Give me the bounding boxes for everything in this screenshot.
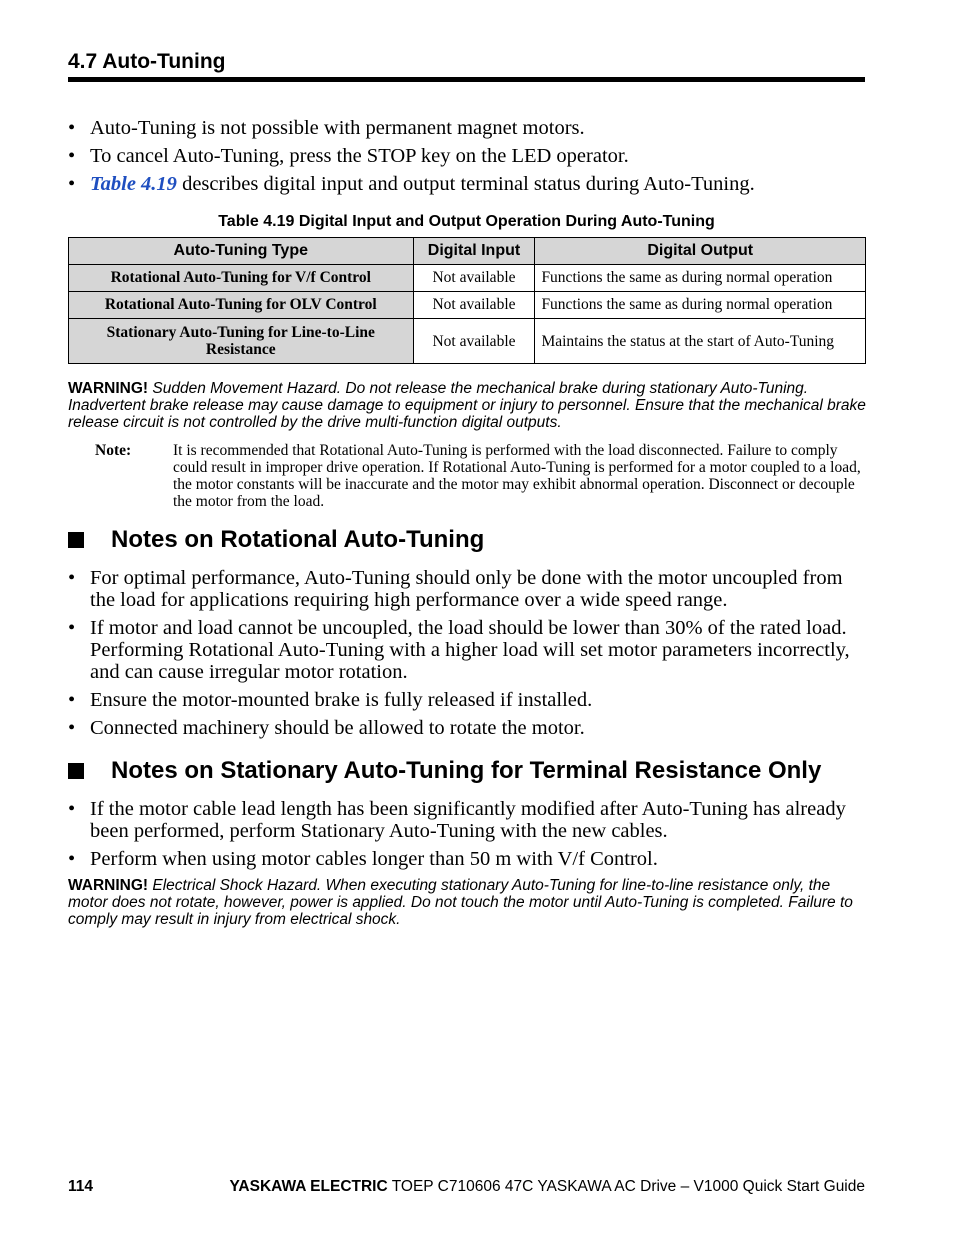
warning-shock: WARNING! Electrical Shock Hazard. When executing stationary Auto-Tuning for line-to-line resistance only, the motor does not rotate, however, power is applied. Do not touch the motor until Auto-Tuning is completed. Failure to comply may result in injury from electrical shock. xyxy=(68,877,853,928)
auto-tuning-io-table xyxy=(68,237,866,364)
footer-doc-info: YASKAWA ELECTRIC TOEP C710606 47C YASKAWA AC Drive – V1000 Quick Start Guide xyxy=(229,1178,865,1195)
list-item: • To cancel Auto-Tuning, press the STOP key on the LED operator. xyxy=(68,145,629,167)
section-rule xyxy=(68,77,865,82)
warning-label: WARNING! xyxy=(68,380,149,397)
table-cell: Not available xyxy=(413,292,535,319)
list-item: • Perform when using motor cables longer than 50 m with V/f Control. xyxy=(68,848,658,870)
list-item: • Auto-Tuning is not possible with permanent magnet motors. xyxy=(68,117,585,139)
note-text: It is recommended that Rotational Auto-Tuning is performed with the load disconnected. Failure to comply could result in improper drive operation. If Rotational Auto-Tuning is performed for a motor coupled to a load, the motor constants will be inaccurate and the motor may exhibit abnormal operation. Disconnect or decouple the motor from the load. xyxy=(173,442,861,510)
table-header-row xyxy=(69,238,866,265)
note-block xyxy=(95,442,870,510)
table-reference-link[interactable]: Table 4.19 xyxy=(90,173,177,195)
table-cell: Not available xyxy=(413,319,535,364)
table-caption: Table 4.19 Digital Input and Output Operation During Auto-Tuning xyxy=(218,213,715,230)
footer-brand: YASKAWA ELECTRIC xyxy=(229,1178,388,1195)
column-header: Auto-Tuning Type xyxy=(69,238,414,265)
subsection-title-stationary: Notes on Stationary Auto-Tuning for Terminal Resistance Only xyxy=(68,757,821,785)
list-item: • Table 4.19 describes digital input and output terminal status during Auto-Tuning. xyxy=(68,173,755,195)
rotational-bullet-list xyxy=(68,567,866,745)
square-bullet-icon xyxy=(68,763,84,779)
subsection-title-rotational: Notes on Rotational Auto-Tuning xyxy=(68,526,484,554)
list-item: • Ensure the motor-mounted brake is fully released if installed. xyxy=(68,689,593,711)
column-header: Digital Input xyxy=(413,238,535,265)
square-bullet-icon xyxy=(68,532,84,548)
table-row xyxy=(69,319,866,364)
table-cell: Maintains the status at the start of Auto-Tuning xyxy=(535,319,866,364)
page-number: 114 xyxy=(68,1178,94,1195)
stationary-bullet-list xyxy=(68,798,866,876)
table-cell: Stationary Auto-Tuning for Line-to-Line Resistance xyxy=(69,319,414,364)
section-title: 4.7 Auto-Tuning xyxy=(68,50,226,73)
list-item: • If motor and load cannot be uncoupled, the load should be lower than 30% of the rated load. Performing Rotational Auto-Tuning with a higher load will set motor parameters incorrectly, and can cause irregular motor rotation. xyxy=(68,617,850,683)
column-header: Digital Output xyxy=(535,238,866,265)
note-label: Note: xyxy=(95,442,132,459)
table-cell: Not available xyxy=(413,265,535,292)
table-cell: Functions the same as during normal operation xyxy=(535,265,866,292)
warning-label: WARNING! xyxy=(68,877,149,894)
list-item: • For optimal performance, Auto-Tuning should only be done with the motor uncoupled from the load for applications requiring high performance over a wide speed range. xyxy=(68,567,843,611)
table-cell: Rotational Auto-Tuning for V/f Control xyxy=(69,265,414,292)
table-cell: Functions the same as during normal operation xyxy=(535,292,866,319)
intro-bullet-list xyxy=(68,117,866,201)
list-item: • Connected machinery should be allowed to rotate the motor. xyxy=(68,717,585,739)
page-footer xyxy=(68,1178,865,1196)
table-cell: Rotational Auto-Tuning for OLV Control xyxy=(69,292,414,319)
table-row xyxy=(69,292,866,319)
warning-brake: WARNING! Sudden Movement Hazard. Do not release the mechanical brake during stationary Auto-Tuning. Inadvertent brake release may cause damage to equipment or injury to personnel. Ensure that the mechanical brake release circuit is not controlled by the drive multi-function digital outputs. xyxy=(68,380,866,431)
table-row xyxy=(69,265,866,292)
list-item: • If the motor cable lead length has been significantly modified after Auto-Tuning has already been performed, perform Stationary Auto-Tuning with the new cables. xyxy=(68,798,846,842)
